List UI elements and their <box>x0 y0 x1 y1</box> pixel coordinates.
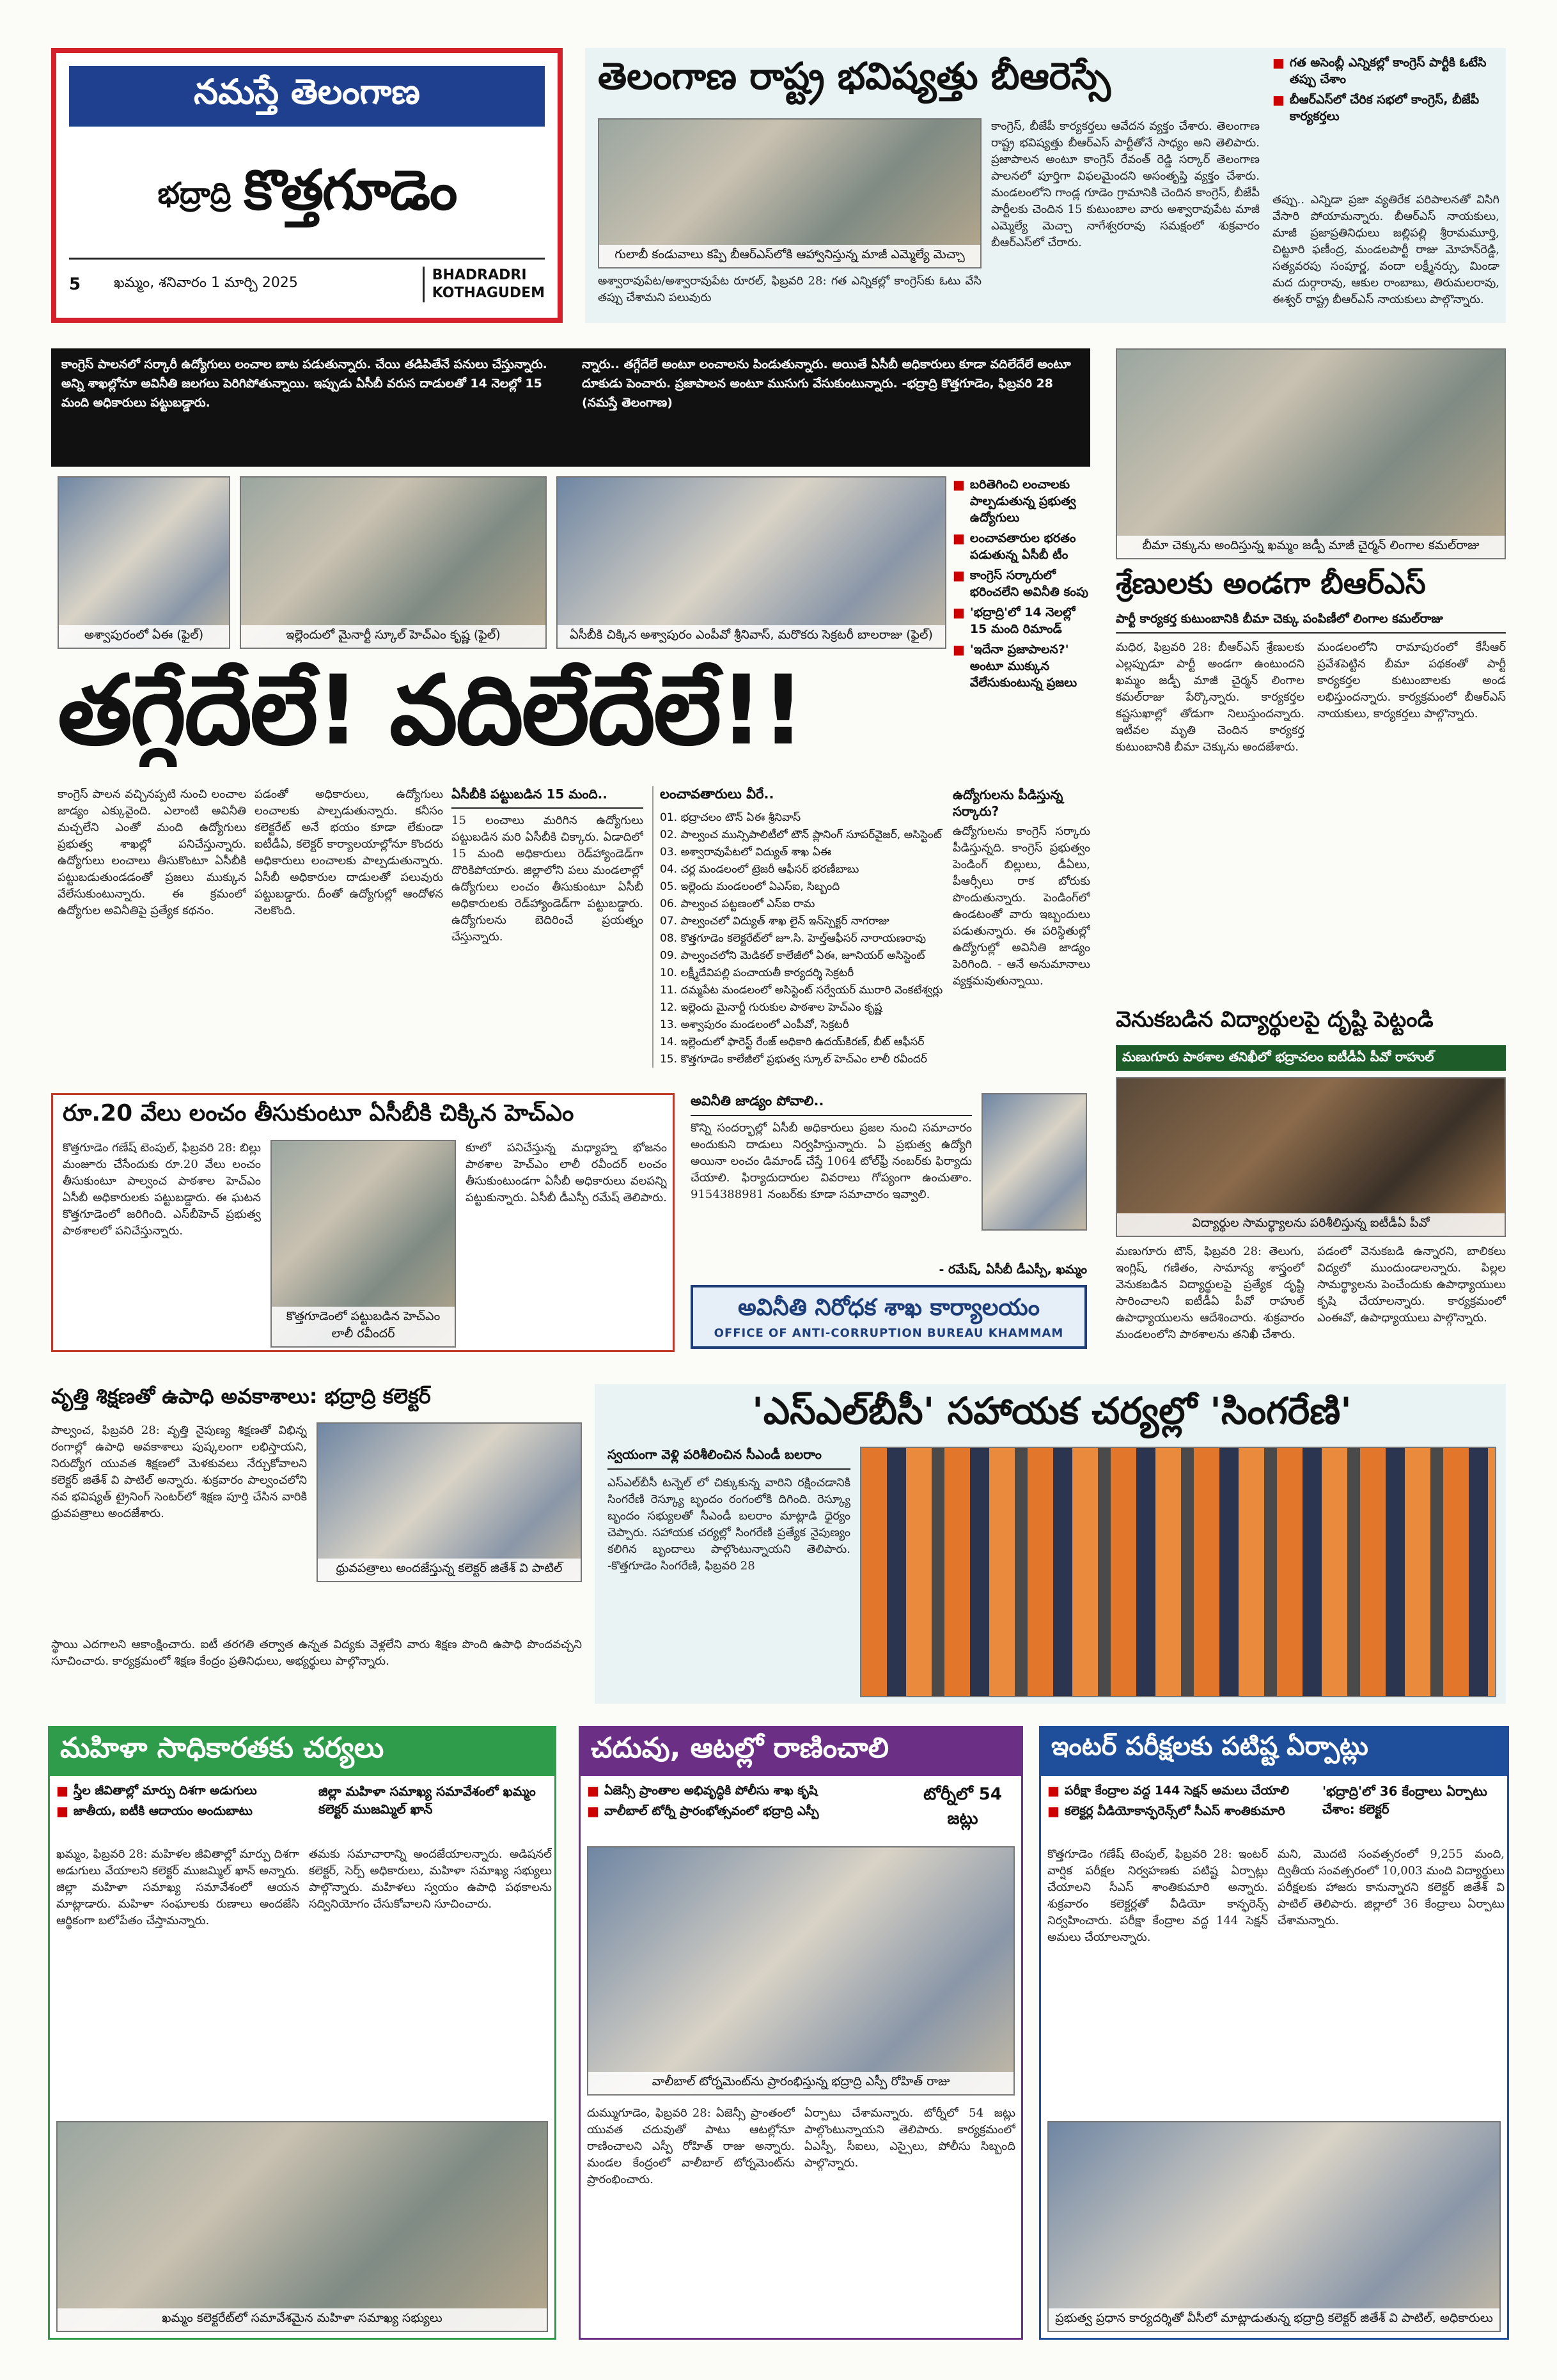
women-body-2: తమకు సమాచారాన్ని అందజేయాలన్నారు. అడిషనల్ కలెక్టర్, సెర్ప్ అధికారులు, మహిళా సమాఖ్య సభ్యులు పాల్గొన్నారు. మహిళలు స్వయం ఉపాధి పథకాలను సద్వినియోగం చేసుకోవాలని సూచించారు. <box>309 1847 552 1911</box>
bullet-item <box>953 530 1090 563</box>
brs-photo <box>1116 348 1506 559</box>
intro-right: న్నారు.. తగ్గేదేలే అంటూ లంచాలను పిండుతున్నారు. అయితే ఏసీబీ అధికారులు కూడా వదిలేదేలే అంటూ దూకుడు పెంచారు. ప్రజాపాలన అంటూ ముసుగు వేసుకుంటున్నారు. -భద్రాద్రి కొత్తగూడెం, ఫిబ్రవరి 28 (నమస్తే తెలంగాణ) <box>582 357 1071 410</box>
sub-point-text: వాలీబాల్ టోర్నీ ప్రారంభోత్సవంలో భద్రాద్రి ఎస్పీ <box>604 1804 819 1818</box>
students-photo <box>1116 1077 1506 1237</box>
corruption-col-1: కాంగ్రెస్ పాలన వచ్చినప్పటి నుంచి లంచాల జాడ్యం ఎక్కువైంది. ఎలాంటి అవినీతి మచ్చలేని ఎంతో మంది ఉద్యోగులు ప్రభుత్వ శాఖల్లో పనిచేస్తున్నారు. ఉద్యోగులు లంచాలు తీసుకొంటూ ఏసీబీకి పట్టుబడుతుండడంతో ప్రజలు ముక్కున వేలేసుకుంటున్నారు. ఈ క్రమంలో ఉద్యోగుల అవినీతిపై ప్రత్యేక కథనం. <box>58 788 246 917</box>
bullet-icon: ■ <box>953 477 965 492</box>
acb-board-te: అవినీతి నిరోధక శాఖ కార్యాలయం <box>738 1294 1040 1321</box>
edition-prefix: భద్రాద్రి <box>157 176 231 210</box>
hm-headline: రూ.20 వేలు లంచం తీసుకుంటూ ఏసీబీకి చిక్కిన హెచ్‌ఎం <box>63 1100 574 1126</box>
photo-caption: ఇల్లెందులో మైనార్టీ స్కూల్ హెచ్‌ఎం కృష్ణ (ఫైల్) <box>241 625 545 648</box>
brs-story <box>1116 348 1506 994</box>
sub-point <box>587 1782 900 1799</box>
corruption-col-2: పడంతో అధికారులు, ఉద్యోగులు లంచాలకు పాల్పడుతున్నారు. కనీసం కలెక్టరేట్ అనే భయం కూడా లేకుండా ఐటీడీఏ, కలెక్టర్ కార్యాలయాల్లోనూ కొందరు అధికారులు లంచాలకు పాల్పడుతున్నారు. ఏసీబీ అధికారుల దాడులతో పలువురు పట్టుబడ్డారు. దీంతో ఉద్యోగుల్లో ఆందోళన నెలకొంది. <box>254 788 443 917</box>
skills-photo <box>317 1422 582 1582</box>
sub-point-text: జాతీయ, ఐటీకి ఆదాయం అందుబాటు <box>73 1804 253 1818</box>
singareni-body: ఎస్ఎల్‌బీసీ టన్నెల్ లో చిక్కుకున్న వారిని రక్షించడానికి సింగరేణి రెస్క్యూ బృందం రంగంలోకి దిగింది. రెస్క్యూ బృందం సభ్యులతో సీఎండీ బలరాం మాట్లాడి ధైర్యం చెప్పారు. సహాయక చర్యల్లో సింగరేణి ప్రత్యేక నైపుణ్యం కలిగిన బృందాలు పాల్గొంటున్నాయని తెలిపారు. -కొత్తగూడెం సింగరేణి, ఫిబ్రవరి 28 <box>607 1476 850 1573</box>
sub-point-text: పరీక్షా కేంద్రాల వద్ద 144 సెక్షన్ అమలు చేయాలి <box>1064 1784 1290 1798</box>
women-sub-3: జిల్లా మహిళా సమాఖ్య సమావేశంలో ఖమ్మం కలెక్టర్ ముజమ్మిల్ ఖాన్ <box>318 1784 536 1817</box>
exams-body-2: మని, మొదటి సంవత్సరంలో 9,255 మంది, ద్వితీయ సంవత్సరంలో 10,003 మంది విద్యార్థులు పరీక్షలకు హాజరు కానున్నారని కలెక్టర్ జితేశ్ వి పాటిల్ తెలిపారు. జిల్లాలో 36 కేంద్రాలు ఏర్పాటు చేశామన్నారు. <box>1278 1847 1505 1927</box>
top-story-headline: తెలంగాణ రాష్ట్ర భవిష్యత్తు బీఆరెస్సే <box>598 54 1111 98</box>
singareni-story <box>595 1384 1506 1704</box>
masthead <box>51 48 563 323</box>
skills-body-2: స్థాయి ఎదగాలని ఆకాంక్షించారు. ఐటీ తరగతి తర్వాత ఉన్నత విద్యకు వెళ్లలేని వారు శిక్షణ పొంది ఉపాధి పొందవచ్చని సూచించారు. కార్యక్రమంలో శిక్షణ కేంద్రం ప్రతినిధులు, అభ్యర్థులు పాల్గొన్నారు. <box>51 1638 582 1668</box>
brs-headline: శ్రేణులకు అండగా బీఆర్ఎస్ <box>1116 566 1426 600</box>
students-sub: మణుగూరు పాఠశాల తనిఖీలో భద్రాచలం ఐటీడీఏ పీవో రాహుల్ <box>1116 1045 1506 1071</box>
bullet-icon: ■ <box>56 1783 68 1798</box>
page-number: 5 <box>69 274 81 294</box>
bullet-icon: ■ <box>953 531 965 546</box>
bribe-list-item: 11. దమ్మపేట మండలంలో అసిస్టెంట్ సర్వేయర్ మురారి వెంకటేశ్వర్లు <box>660 984 943 997</box>
exams-story <box>1039 1726 1509 2340</box>
side-point-text: గత అసెంబ్లీ ఎన్నికల్లో కాంగ్రెస్ పార్టీకి ఓటేసి తప్పు చేశాం <box>1289 56 1487 86</box>
sub-point <box>1047 1782 1316 1799</box>
photo-caption: ఏసీబీకి చిక్కిన అశ్వాపురం ఎంపీవో శ్రీనివాస్, మరొకరు సెక్రటరీ బాలరాజు (ఫైల్) <box>558 625 945 648</box>
exams-body-1: కొత్తగూడెం గణేష్ టెంపుల్, ఫిబ్రవరి 28: ఇంటర్ వార్షిక పరీక్షల నిర్వహణకు పటిష్ట ఏర్పాట్లు చేయాలని సీఎస్ శాంతికుమారి అన్నారు. శుక్రవారం కలెక్టర్లతో వీడియో కాన్ఫరెన్స్ నిర్వహించారు. పరీక్షా కేంద్రాల వద్ద 144 సెక్షన్ అమలు చేయాలన్నారు. <box>1047 1847 1268 1944</box>
sub-point-text: కలెక్టర్ల వీడియోకాన్ఫరెన్స్‌లో సీఎస్ శాంతికుమారి <box>1064 1804 1285 1818</box>
sub-point-text: ఏజెన్సీ ప్రాంతాల అభివృద్ధికి పోలీసు శాఖ కృషి <box>604 1784 818 1798</box>
edition-name: కొత్తగూడెం <box>244 158 457 222</box>
hm-body-1: కొత్తగూడెం గణేష్ టెంపుల్, ఫిబ్రవరి 28: బిల్లు మంజూరు చేసేందుకు రూ.20 వేలు లంచం తీసుకుంటూ పాల్వంచ పాఠశాల హెచ్‌ఎం ఏసీబీ అధికారులకు పట్టుబడ్డారు. ఈ ఘటన కొత్తగూడెంలో జరిగింది. ఎస్‌బీహెచ్ ప్రభుత్వ పాఠశాలలో పనిచేస్తున్నారు. <box>63 1141 261 1238</box>
bribe-list-item: 06. పాల్వంచ పట్టణంలో ఎస్‌ఐ రామ <box>660 898 815 910</box>
edition-en-1: BHADRADRI <box>432 267 527 283</box>
bullet-icon: ■ <box>1047 1783 1060 1798</box>
sports-body-1: దుమ్ముగూడెం, ఫిబ్రవరి 28: ఏజెన్సీ ప్రాంతంలో యువత చదువుతో పాటు ఆటల్లోనూ రాణించాలని ఎస్పీ రోహిత్ రాజు అన్నారు. మండల కేంద్రంలో వాలీబాల్ టోర్నమెంట్‌ను ప్రారంభించారు. <box>587 2106 795 2186</box>
bribe-list-item: 03. అశ్వారావుపేటలో విద్యుత్ శాఖ ఏఈ <box>660 846 831 859</box>
sub-point <box>56 1782 309 1799</box>
bullet-icon: ■ <box>56 1803 68 1819</box>
corruption-col-3 <box>451 786 643 1058</box>
side-point <box>1272 91 1499 125</box>
bribe-list-item: 14. ఇల్లెందులో ఫారెస్ట్ రేంజ్ అధికారి ఉదయ్‌కిరణ్, బీట్ ఆఫీసర్ <box>660 1036 925 1048</box>
students-body-2: పడంలో వెనుకబడి ఉన్నారని, బాలికలు విద్యలో ముందుండాలన్నారు. పిల్లల సామర్థ్యాలను పెంచేందుకు ఉపాధ్యాయులు కృషి చేయాలన్నారు. కార్యక్రమంలో ఎంఈవో, ఉపాధ్యాయులు పాల్గొన్నారు. <box>1317 1245 1506 1325</box>
date-line: ఖమ్మం, శనివారం 1 మార్చి 2025 <box>114 274 298 291</box>
corruption-big-headline: తగ్గేదేలే! వదిలేదేలే!! <box>58 655 803 766</box>
photo-caption: వాలీబాల్ టోర్నమెంట్‌ను ప్రారంభిస్తున్న భద్రాద్రి ఎస్పీ రోహిత్ రాజు <box>588 2072 1013 2094</box>
sports-story <box>579 1726 1023 2340</box>
bribe-list-item: 12. ఇల్లెందు మైనార్టీ గురుకుల పాఠశాల హెచ్‌ఎం కృష్ణ <box>660 1001 882 1014</box>
hm-story <box>51 1093 675 1352</box>
photo-caption: విద్యార్థుల సామర్థ్యాలను పరిశీలిస్తున్న ఐటీడీఏ పీవో <box>1117 1213 1505 1236</box>
bullet-item <box>953 604 1090 637</box>
corruption-intro <box>51 348 1090 467</box>
top-story <box>585 48 1506 323</box>
masthead-edition <box>69 149 545 245</box>
brs-sub: పార్టీ కార్యకర్త కుటుంబానికి బీమా చెక్కు పంపిణీలో లింగాల కమల్‌రాజు <box>1116 612 1506 634</box>
bribe-list-item: 08. కొత్తగూడెం కలెక్టరేట్‌లో జూ.సి. హెల్త్‌ఆఫీసర్ నారాయణరావు <box>660 932 927 945</box>
students-story <box>1116 1007 1506 1374</box>
women-body-1: ఖమ్మం, ఫిబ్రవరి 28: మహిళల జీవితాల్లో మార్పు దిశగా అడుగులు వేయాలని కలెక్టర్ ముజమ్మిల్ ఖాన్ అన్నారు. జిల్లా మహిళా సమాఖ్య సమావేశంలో ఆయన మాట్లాడారు. మహిళా సంఘాలకు రుణాలు అందజేసి ఆర్థికంగా బలోపేతం చేస్తామన్నారు. <box>56 1847 299 1927</box>
top-story-body-1: కాంగ్రెస్, బీజేపీ కార్యకర్తలు ఆవేదన వ్యక్తం చేశారు. తెలంగాణ రాష్ట్ర భవిష్యత్తు బీఆర్ఎస్ పార్టీతోనే సాధ్యం అని తెలిపారు. ప్రజాపాలన అంటూ కాంగ్రెస్ రేవంత్ రెడ్డి సర్కార్ తెలంగాణ పాలనలో పూర్తిగా విఫలమైందని అసంతృప్తి వ్యక్తం చేశారు. మండలంలోని గాండ్ల గూడెం గ్రామానికి చెందిన కాంగ్రెస్, బీజేపీ పార్టీలకు చెందిన 15 కుటుంబాల వారు అశ్వారావుపేట మాజీ ఎమ్మెల్యే మెచ్చా నాగేశ్వరరావు సమక్షంలో శుక్రవారం బీఆర్ఎస్‌లో చేరారు. <box>991 120 1260 249</box>
masthead-banner-text: నమస్తే తెలంగాణ <box>194 72 420 112</box>
side-point <box>1272 54 1499 88</box>
bullet-icon: ■ <box>587 1783 599 1798</box>
students-body-1: మణుగూరు టౌన్, ఫిబ్రవరి 28: తెలుగు, ఇంగ్లిష్, గణితం, సామాన్య శాస్త్రంలో వెనుకబడిన విద్యార్థులపై ప్రత్యేక దృష్టి సారించాలని ఐటీడీఏ పీవో రాహుల్ ఉపాధ్యాయులను ఆదేశించారు. శుక్రవారం మండలంలోని పాఠశాలను తనిఖీ చేశారు. <box>1116 1245 1304 1341</box>
bribe-list-item: 04. చర్ల మండలంలో ట్రెజరీ ఆఫీసర్ భరణీబాబు <box>660 863 859 876</box>
bribe-list-item: 09. పాల్వంచలోని మెడికల్ కాలేజీలో ఏఈ, జూనియర్ అసిస్టెంట్ <box>660 949 925 962</box>
acb-signature: - రమేష్, ఏసీబీ డీఎస్పీ, ఖమ్మం <box>939 1263 1087 1277</box>
sports-section-head: చదువు, ఆటల్లో రాణించాలి <box>581 1728 1021 1776</box>
bullet-icon: ■ <box>953 605 965 620</box>
intro-left: కాంగ్రెస్ పాలనలో సర్కారీ ఉద్యోగులు లంచాల బాట పడుతున్నారు. చేయి తడిపితేనే పనులు చేస్తున్నారు. అన్ని శాఖల్లోనూ అవినీతి జలగలు పెరిగిపోతున్నాయి. ఇప్పుడు ఏసీబీ వరుస దాడులతో 14 నెలల్లో 15 మంది అధికారులు పట్టుబడ్డారు. <box>61 357 547 410</box>
acb-board-en: OFFICE OF ANTI-CORRUPTION BUREAU KHAMMAM <box>714 1326 1064 1340</box>
top-story-lead: అశ్వారావుపేట/అశ్వారావుపేట రూరల్, ఫిబ్రవరి 28: గత ఎన్నికల్లో కాంగ్రెస్‌కు ఓటు వేసి తప్పు చేశామని పలువురు <box>598 274 982 304</box>
bullet-text: లంచావతారుల భరతం పడుతున్న ఏసీబీ టీం <box>969 531 1076 562</box>
corruption-bullets <box>953 476 1090 777</box>
singareni-headline: 'ఎస్ఎల్‌బీసీ' సహాయక చర్యల్లో 'సింగరేణి' <box>752 1389 1352 1433</box>
brs-body-1: మధిర, ఫిబ్రవరి 28: బీఆర్ఎస్ శ్రేణులకు ఎల్లప్పుడూ పార్టీ అండగా ఉంటుందని ఖమ్మం జడ్పీ మాజీ చైర్మన్ లింగాల కమల్‌రాజు పేర్కొన్నారు. కార్యకర్తల కష్టసుఖాల్లో తోడుగా నిలుస్తుందన్నారు. ఇటీవల మృతి చెందిన కార్యకర్త కుటుంబానికి బీమా చెక్కును అందజేశారు. <box>1116 641 1304 754</box>
acb-appeal <box>691 1093 1090 1352</box>
masthead-banner <box>69 66 545 127</box>
sports-side: టోర్నీలో 54 జట్లు <box>923 1785 1002 1828</box>
bullet-icon: ■ <box>1047 1803 1060 1819</box>
corruption-photo-1 <box>58 476 230 649</box>
sub-point <box>56 1803 309 1819</box>
women-photo <box>56 2121 548 2332</box>
bribe-list-item: 15. కొత్తగూడెం కాలేజీలో ప్రభుత్వ స్కూల్ హెచ్‌ఎం లాలీ రవీందర్ <box>660 1053 927 1066</box>
top-story-body-2: తప్పు.. ఎన్నిడా ప్రజా వ్యతిరేక పరిపాలనతో విసిగి వేసారి పోయామన్నారు. బీఆర్ఎస్ నాయకులు, మాజీ ప్రజాప్రతినిధులు జల్లిపల్లి శ్రీరామమూర్తి, చిట్టూరి ఫణీంద్ర, మండలపార్టీ రాజు మోహన్‌రెడ్డి, సత్యవరపు సంపూర్ణ, వందా లక్ష్మీనర్సు, మిండా మద దుర్గారావు, ఆకుల రాంబాబు, తిరుమలరావు, ఈశ్వర్ రాష్ట్ర బీఆర్ఎస్ నాయకులు పాల్గొన్నారు. <box>1272 193 1499 306</box>
photo-caption: ఖమ్మం కలెక్టరేట్‌లో సమావేశమైన మహిళా సమాఖ్య సభ్యులు <box>58 2308 547 2331</box>
bullet-icon: ■ <box>953 568 965 583</box>
exams-side: 'భద్రాద్రి'లో 36 కేంద్రాలు ఏర్పాటు చేశాం: కలెక్టర్ <box>1322 1784 1487 1817</box>
women-subs <box>56 1782 309 1840</box>
photo-caption: ప్రభుత్వ ప్రధాన కార్యదర్శితో వీసీలో మాట్లాడుతున్న భద్రాద్రి కలెక్టర్ జితేశ్ వి పాటిల్, అధికారులు <box>1049 2308 1499 2331</box>
corruption-story <box>51 348 1090 1068</box>
bribe-list-item: 02. పాల్వంచ మున్సిపాలిటీలో టౌన్ ప్లానింగ్ సూపర్‌వైజర్, అసిస్టెంట్ <box>660 828 942 841</box>
bullet-icon: ■ <box>953 642 965 657</box>
bullet-text: 'ఇదేనా ప్రజాపాలన?' అంటూ ముక్కున వేలేసుకుంటున్న ప్రజలు <box>969 642 1077 690</box>
women-section-head: మహిళా సాధికారతకు చర్యలు <box>50 1728 554 1776</box>
edition-en <box>423 267 545 302</box>
sub-point <box>587 1803 900 1819</box>
sports-body-2: ఏర్పాటు చేశామన్నారు. టోర్నీలో 54 జట్లు పాల్గొంటున్నాయని తెలిపారు. కార్యక్రమంలో ఏఎస్పీ, సీఐలు, ఎస్సైలు, పోలీసు సిబ్బంది పాల్గొన్నారు. <box>804 2106 1015 2170</box>
photo-caption: అశ్వాపురంలో ఏఈ (ఫైల్) <box>59 625 229 648</box>
masthead-footer <box>69 258 545 309</box>
photo-caption: బీమా చెక్కును అందిస్తున్న ఖమ్మం జడ్పీ మాజీ చైర్మన్ లింగాల కమల్‌రాజు <box>1117 536 1505 558</box>
question-body: ఉద్యోగులను కాంగ్రెస్ సర్కారు పీడిస్తున్నది. కాంగ్రెస్ ప్రభుత్వం పెండింగ్ బిల్లులు, డీఏలు, పీఆర్సీలు రాక బోరుకు పొందుతున్నారు. పెండింగ్‌లో ఉండటంతో వారు ఇబ్బందులు పడుతున్నారు. ఈ పరిస్థితుల్లో ఉద్యోగుల్లో అవినీతి జాడ్యం పెరిగింది. - ఆనే అనుమానాలు వ్యక్తమవుతున్నాయి. <box>953 825 1090 988</box>
singareni-sub: స్వయంగా వెళ్లి పరిశీలించిన సీఎండీ బలరాం <box>607 1447 850 1470</box>
skills-body-1: పాల్వంచ, ఫిబ్రవరి 28: వృత్తి నైపుణ్య శిక్షణతో విభిన్న రంగాల్లో ఉపాధి అవకాశాలు పుష్కలంగా లభిస్తాయని, నిరుద్యోగ యువత శిక్షణలో మెళకువలు నేర్చుకోవాలని కలెక్టర్ జితేశ్ వి పాటిల్ అన్నారు. శుక్రవారం పాల్వంచలోని నవ భవిష్యత్ ట్రైనింగ్ సెంటర్‌లో శిక్షణ పూర్తి చేసిన వారికి ధ్రువపత్రాలు అందజేశారు. <box>51 1424 307 1520</box>
sub-point <box>1047 1803 1316 1819</box>
bribe-list-item: 10. లక్ష్మీదేవిపల్లి పంచాయతీ కార్యదర్శి సెక్రటరీ <box>660 967 854 979</box>
skills-story <box>51 1384 582 1704</box>
acb-body: కొన్ని సందర్భాల్లో ఏసీబీ అధికారులు ప్రజల నుంచి సమాచారం అందుకుని దాడులు నిర్వహిస్తున్నారు. ఏ ప్రభుత్వ ఉద్యోగి అయినా లంచం డిమాండ్ చేస్తే 1064 టోల్‌ఫ్రీ నంబర్‌కు ఫిర్యాదు చేయాలి. ఫిర్యాదుదారుల వివరాలు గోప్యంగా ఉంచుతాం. 9154388981 నంబర్‌కు కూడా సమాచారం ఇవ్వాలి. <box>691 1121 972 1201</box>
side-point-text: బీఆర్ఎస్‌లో చేరిక సభలో కాంగ్రెస్, బీజేపీ కార్యకర్తలు <box>1289 93 1480 123</box>
bribe-list-item: 01. భద్రాచలం టౌన్ ఏఈ శ్రీనివాస్ <box>660 811 801 824</box>
singareni-photo <box>860 1447 1496 1697</box>
bullet-icon: ■ <box>587 1803 599 1819</box>
photo-caption: గులాబీ కండువాలు కప్పి బీఆర్ఎస్‌లోకి ఆహ్వానిస్తున్న మాజీ ఎమ్మెల్యే మెచ్చా <box>599 245 980 267</box>
acb-board <box>691 1285 1087 1349</box>
top-story-side-points <box>1272 54 1499 189</box>
photo-caption: ధ్రువపత్రాలు అందజేస్తున్న కలెక్టర్ జితేశ్ వి పాటిల్ <box>318 1559 581 1581</box>
hm-photo <box>270 1140 456 1348</box>
question-head: ఉద్యోగులను పీడిస్తున్న సర్కారు? <box>953 787 1063 819</box>
bullet-icon: ■ <box>1272 55 1285 70</box>
exams-photo <box>1047 2121 1501 2332</box>
exams-section-head: ఇంటర్ పరీక్షలకు పటిష్ట ఏర్పాట్లు <box>1041 1728 1507 1776</box>
top-story-photo <box>598 118 982 268</box>
bullet-text: 'భద్రాద్రి'లో 14 నెలల్లో 15 మంది రిమాండ్ <box>969 605 1076 636</box>
sports-photo <box>587 1846 1015 2096</box>
bribe-list-item: 05. ఇల్లెందు మండలంలో ఏఎస్‌ఐ, సిబ్బంది <box>660 880 840 893</box>
sub-point-text: స్త్రీల జీవితాల్లో మార్పు దిశగా అడుగులు <box>73 1784 257 1798</box>
skills-headline: వృత్తి శిక్షణతో ఉపాధి అవకాశాలు: భద్రాద్రి కలెక్టర్ <box>51 1384 431 1408</box>
bullet-text: కాంగ్రెస్ సర్కారులో భరించలేని అవినీతి కంపు <box>969 568 1088 599</box>
acb-head: అవినీతి జాడ్యం పోవాలి.. <box>691 1093 972 1116</box>
hm-body-2: కూలో పనిచేస్తున్న మధ్యాహ్న భోజనం పాఠశాల హెచ్‌ఎం లాలీ రవీందర్ లంచం తీసుకుంటుండగా ఏసీబీ అధికారులు వలపన్ని పట్టుకున్నారు. ఏసీబీ డీఎస్పీ రమేష్ తెలిపారు. <box>466 1141 667 1204</box>
question-box <box>953 786 1090 1068</box>
bullet-text: బరితెగించి లంచాలకు పాల్పడుతున్న ప్రభుత్వ ఉద్యోగులు <box>969 478 1076 525</box>
bullet-item <box>953 476 1090 526</box>
bribe-list-items <box>660 809 946 1068</box>
bullet-item <box>953 641 1090 691</box>
bribe-list-item: 07. పాల్వంచలో విద్యుత్ శాఖ లైన్ ఇన్‌స్పెక్టర్ నాగరాజు <box>660 915 889 928</box>
bribe-list <box>652 786 946 1068</box>
students-headline: వెనుకబడిన విద్యార్థులపై దృష్టి పెట్టండి <box>1116 1007 1434 1032</box>
corruption-photo-3 <box>556 476 946 649</box>
acb-dsp-photo <box>982 1093 1087 1231</box>
exams-subs <box>1047 1782 1316 1840</box>
photo-caption: కొత్తగూడెంలో పట్టుబడిన హెచ్‌ఎం లాలీ రవీందర్ <box>272 1307 455 1346</box>
bullet-icon: ■ <box>1272 92 1285 107</box>
col-3-body: 15 లంచాలు మరిగిన ఉద్యోగులు పట్టుబడిన మరి ఏసీబీకి చిక్కారు. ఏడాదిలో 15 మంది అధికారులు రెడ్‌హ్యాండెడ్‌గా దొరికిపోయారు. జిల్లాలోని పలు మండలాల్లో ఉద్యోగులు లంచం తీసుకుంటూ ఏసీబీ అధికారులకు రెడ్‌హ్యాండెడ్‌గా పట్టుబడ్డారు. ఉద్యోగులను బెదిరించే ప్రయత్నం చేస్తున్నారు. <box>451 814 643 944</box>
women-story <box>48 1726 556 2340</box>
sports-subs <box>587 1782 900 1840</box>
corruption-photo-2 <box>240 476 547 649</box>
edition-en-2: KOTHAGUDEM <box>432 284 545 301</box>
brs-body-2: మండలంలోని రామాపురంలో కేసీఆర్ ప్రవేశపెట్టిన బీమా పథకంతో పార్టీ కార్యకర్తల కుటుంబాలకు అండ లభిస్తుందన్నారు. కార్యక్రమంలో బీఆర్ఎస్ నాయకులు, కార్యకర్తలు పాల్గొన్నారు. <box>1317 641 1506 720</box>
bribe-list-item: 13. అశ్వాపురం మండలంలో ఎంపీవో, సెక్రటరీ <box>660 1018 849 1031</box>
bribe-list-head: లంచావతారులు వీరే.. <box>660 786 774 802</box>
col-3-head: ఏసీబీకి పట్టుబడిన 15 మంది.. <box>451 786 643 809</box>
bullet-item <box>953 567 1090 600</box>
